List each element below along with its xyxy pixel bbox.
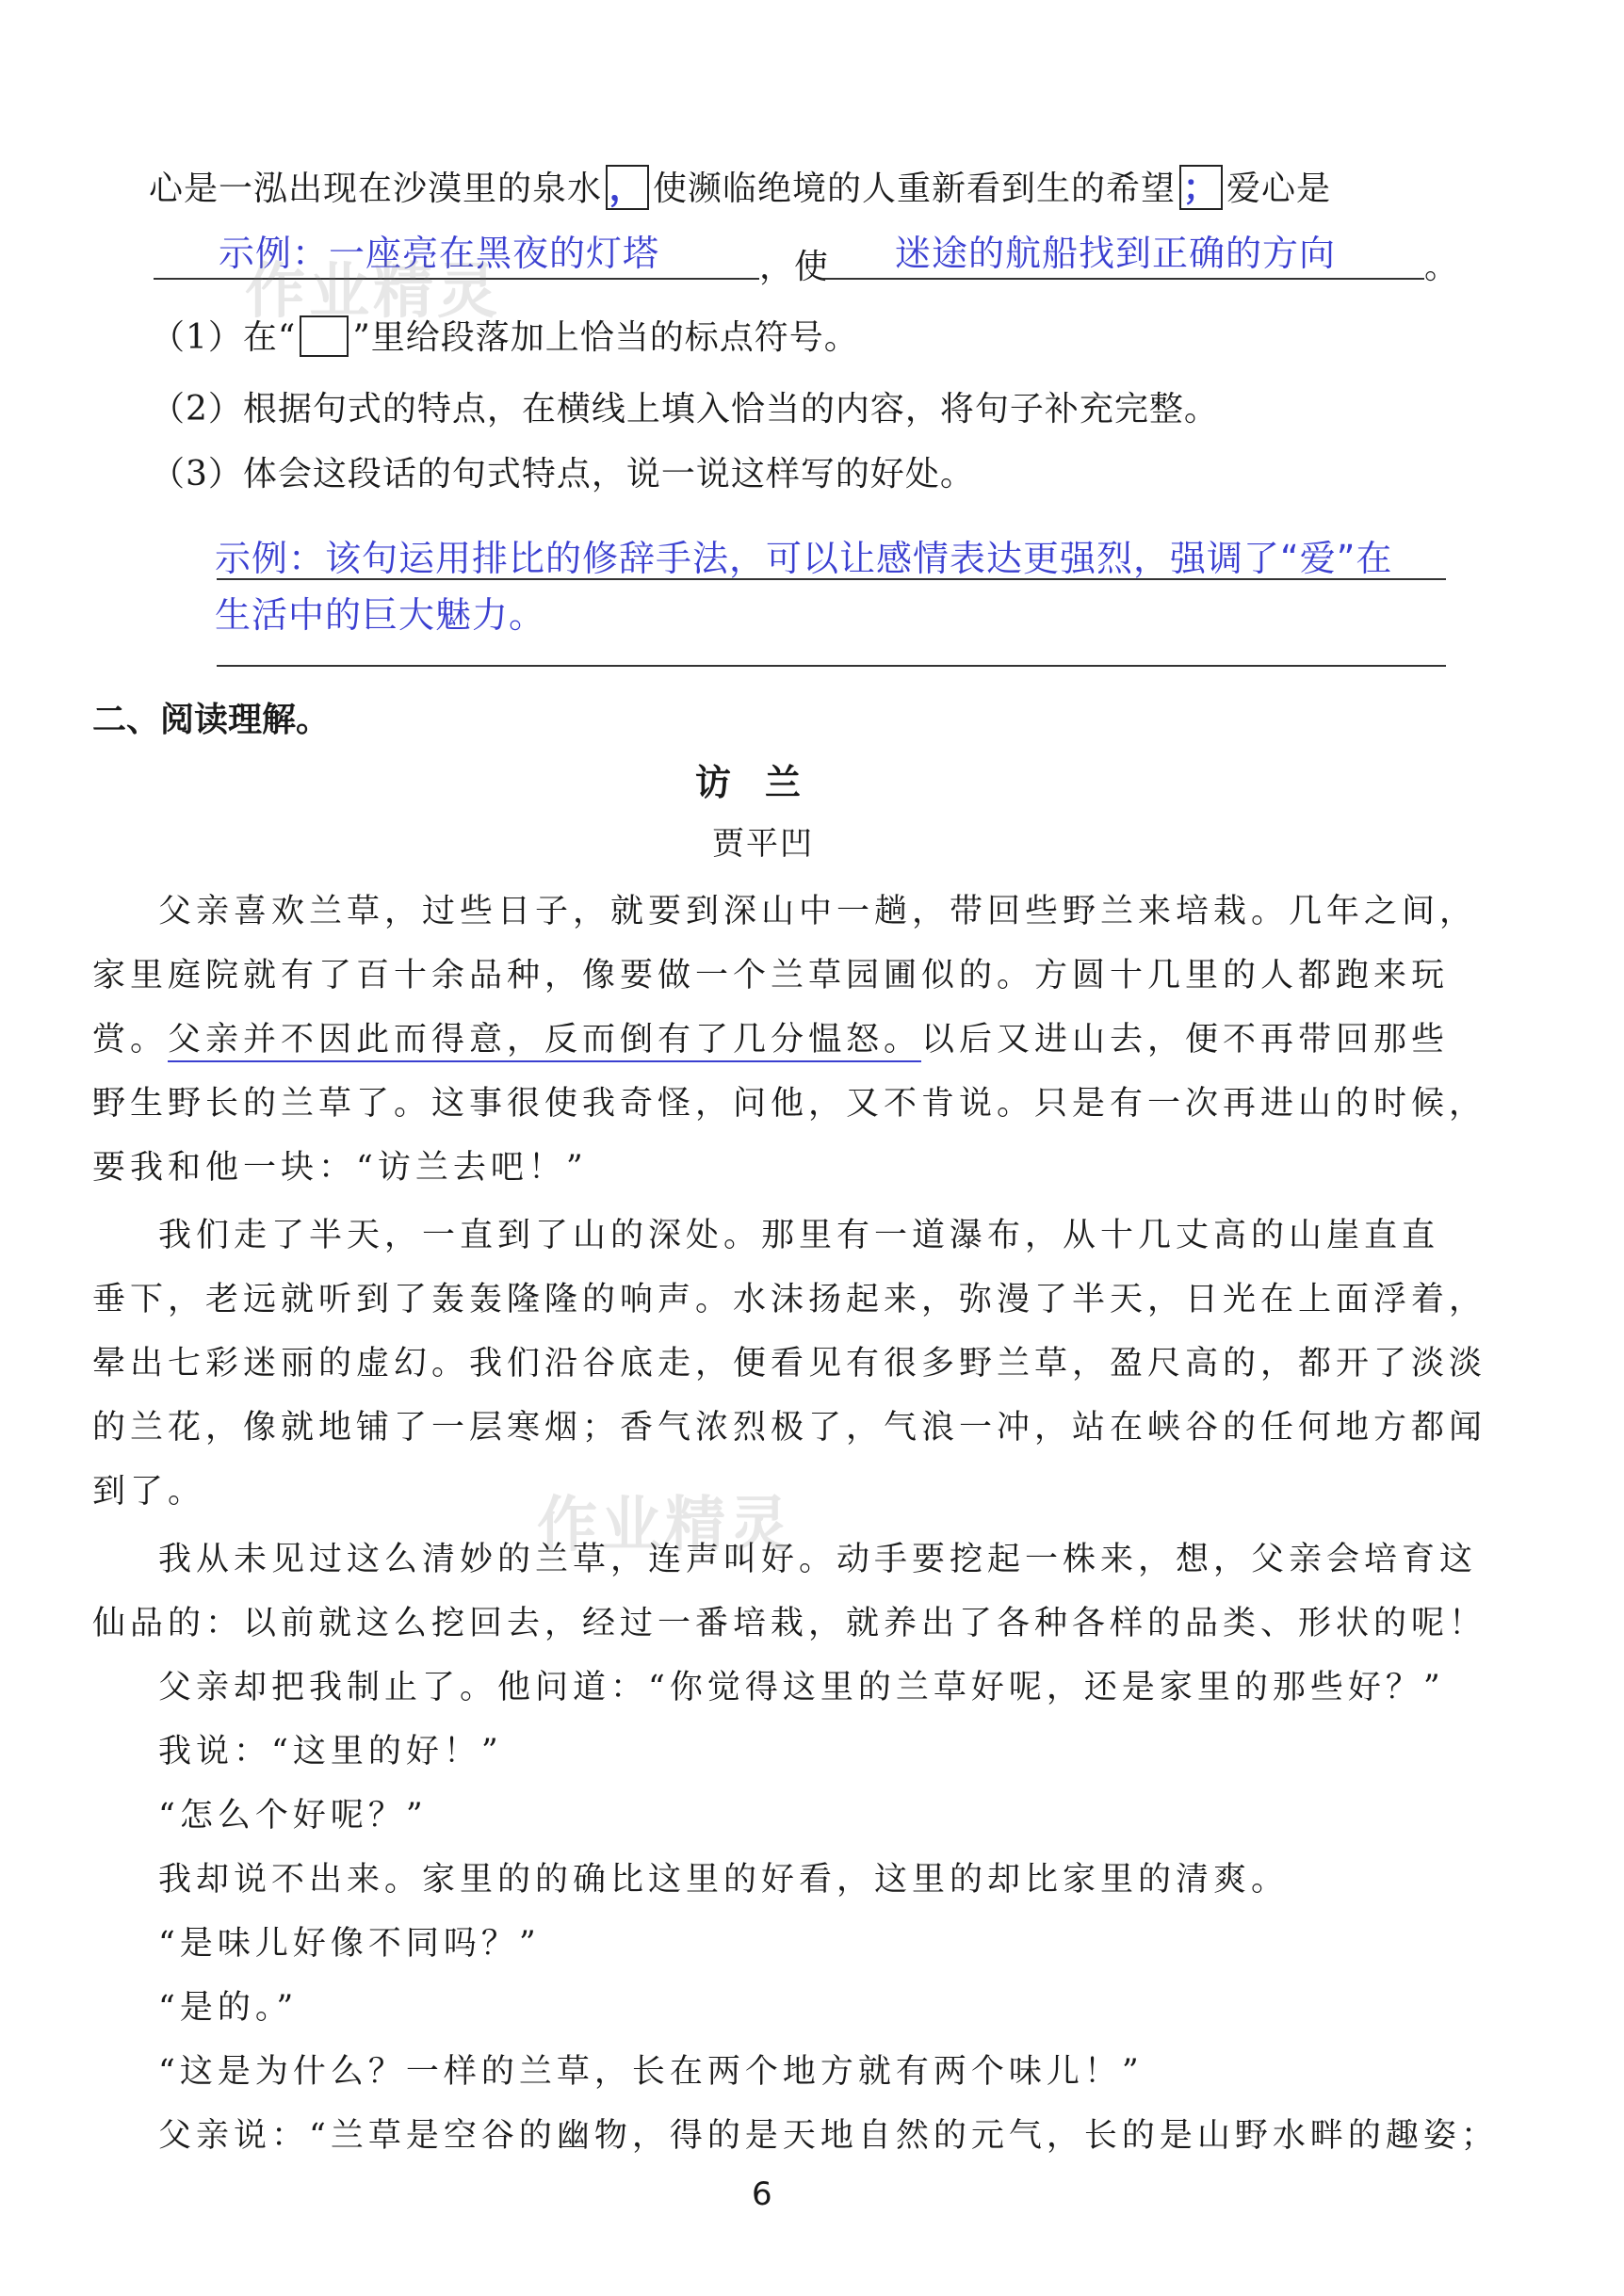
page-number: 6 [752, 2175, 772, 2213]
question-text-part2: 使濒临绝境的人重新看到生的希望 [653, 170, 1177, 208]
sub-question-1-text-b: ”里给段落加上恰当的标点符号。 [352, 318, 859, 357]
paragraph-8: “是味儿好像不同吗？” [158, 1925, 541, 1963]
punctuation-box-2[interactable]: ； [1179, 165, 1223, 210]
paragraph-1-line-4: 野生野长的兰草了。这事很使我奇怪，问他，又不肯说。只是有一次再进山的时候， [92, 1085, 1487, 1123]
paragraph-9: “是的。” [158, 1989, 299, 2027]
article-title: 访兰 [695, 762, 836, 803]
blank-answer-1: 示例：一座亮在黑夜的灯塔 [219, 233, 660, 274]
paragraph-2-line-4: 的兰花，像就地铺了一层寒烟；香气浓烈极了，气浪一冲，站在峡谷的任何地方都闻 [92, 1409, 1487, 1447]
answer-line-2[interactable] [217, 665, 1446, 667]
sub-question-1-text-a: （1）在“ [151, 318, 297, 357]
paragraph-7: 我却说不出来。家里的的确比这里的好看，这里的却比家里的清爽。 [158, 1861, 1290, 1899]
paragraph-2-line-3: 晕出七彩迷丽的虚幻。我们沿谷底走，便看见有很多野兰草，盈尺高的，都开了淡淡 [92, 1345, 1487, 1382]
blank-line-2[interactable] [821, 278, 1424, 280]
paragraph-1-line-5: 要我和他一块：“访兰去吧！” [92, 1149, 588, 1187]
answer-3-line-1: 示例：该句运用排比的修辞手法，可以让感情表达更强烈，强调了“爱”在 [215, 538, 1393, 579]
blank-connector: ，使 [759, 248, 830, 286]
watermark-1: 作业精灵 [245, 257, 501, 327]
paragraph-5: 我说：“这里的好！” [158, 1733, 503, 1771]
paragraph-1-line-3-pre: 赏。 [92, 1021, 169, 1059]
paragraph-1-line-1: 父亲喜欢兰草，过些日子，就要到深山中一趟，带回些野兰来培栽。几年之间， [158, 893, 1478, 930]
paragraph-1-line-3 [92, 1013, 1449, 1060]
paragraph-3-line-2: 仙品的：以前就这么挖回去，经过一番培栽，就养出了各种各样的品类、形状的呢！ [92, 1605, 1487, 1642]
question-text-part3: 爱心是 [1226, 170, 1332, 208]
paragraph-4: 父亲却把我制止了。他问道：“你觉得这里的兰草好呢，还是家里的那些好？” [158, 1669, 1445, 1706]
watermark-2: 作业精灵 [537, 1491, 793, 1560]
blank-answer-2: 迷途的航船找到正确的方向 [895, 233, 1337, 274]
underlined-sentence: 父亲并不因此而得意，反而倒有了几分愠怒。 [168, 1021, 921, 1062]
paragraph-11: 父亲说：“兰草是空谷的幽物，得的是天地自然的元气，长的是山野水畔的趣姿； [158, 2117, 1499, 2155]
article-author: 贾平凹 [712, 825, 814, 863]
paragraph-1-line-2: 家里庭院就有了百十余品种，像要做一个兰草园圃似的。方圆十几里的人都跑来玩 [92, 957, 1450, 994]
answer-line-1[interactable] [217, 578, 1446, 580]
section-heading: 二、阅读理解。 [92, 701, 331, 739]
punctuation-box-1[interactable]: ， [606, 165, 649, 210]
paragraph-2-line-2: 垂下，老远就听到了轰轰隆隆的响声。水沫扬起来，弥漫了半天，日光在上面浮着， [92, 1281, 1487, 1318]
paragraph-2-line-1: 我们走了半天，一直到了山的深处。那里有一道瀑布，从十几丈高的山崖直直 [158, 1217, 1440, 1254]
paragraph-6: “怎么个好呢？” [158, 1797, 428, 1835]
blank-line-end: 。 [1424, 248, 1460, 286]
paragraph-1-line-3-post: 以后又进山去，便不再带回那些 [921, 1021, 1450, 1059]
sub-question-2: （2）根据句式的特点，在横线上填入恰当的内容，将句子补充完整。 [151, 390, 1219, 428]
paragraph-2-line-5: 到了。 [92, 1473, 206, 1511]
answer-3-line-2: 生活中的巨大魅力。 [215, 594, 546, 636]
paragraph-10: “这是为什么？一样的兰草，长在两个地方就有两个味儿！” [158, 2053, 1144, 2091]
question-text-part1: 心是一泓出现在沙漠里的泉水 [149, 170, 603, 208]
paragraph-3-line-1: 我从未见过这么清妙的兰草，连声叫好。动手要挖起一株来，想，父亲会培育这 [158, 1541, 1478, 1578]
sub-question-3: （3）体会这段话的句式特点，说一说这样写的好处。 [151, 455, 975, 493]
question-line-1 [149, 162, 1331, 214]
